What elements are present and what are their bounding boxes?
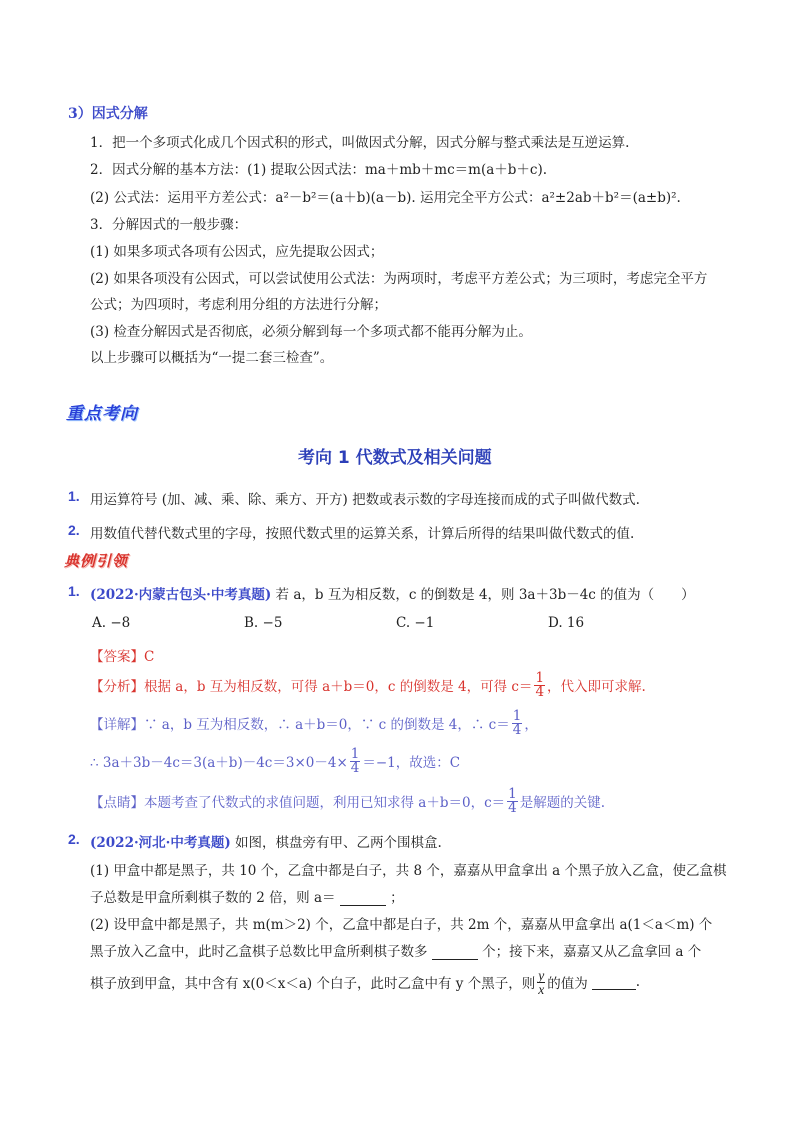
fraction-one-quarter (534, 669, 545, 700)
option-a: A. −8 (92, 615, 131, 631)
question-2-part2-line2 (90, 940, 701, 960)
definition-number: 2. (68, 522, 80, 538)
part2-value-label: 的值为 (547, 976, 588, 992)
answer-blank[interactable] (592, 975, 636, 990)
comment-text-end: 是解题的关键. (519, 795, 606, 811)
part1-text: 子总数是甲盒所剩棋子数的 2 倍，则 a＝ (90, 890, 336, 906)
answer-blank[interactable] (340, 891, 386, 906)
fraction-numerator: 1 (508, 785, 517, 802)
detail-text-end: ， (524, 717, 538, 733)
fraction-one-quarter (512, 707, 523, 738)
section3-line1: 1．把一个多项式化成几个因式积的形式，叫做因式分解，因式分解与整式乘法是互逆运算. (90, 135, 630, 151)
fraction-numerator: 1 (535, 669, 545, 686)
section3-line9: 以上步骤可以概括为“一提二套三检查”。 (90, 350, 334, 366)
section3-line3: (2) 公式法：运用平方差公式：a²－b²＝(a＋b)(a－b). 运用完全平方公式：a²±2ab＋b²＝(a±b)². (90, 190, 681, 206)
fraction-denominator: 4 (512, 721, 522, 738)
section3-line8: (3) 检查分解因式是否彻底，必须分解到每一个多项式都不能再分解为止。 (90, 324, 532, 340)
section3-line7: 公式；为四项时，考虑利用分组的方法进行分解； (90, 297, 387, 313)
calculation-line (90, 744, 460, 778)
fraction-denominator: 4 (508, 799, 517, 816)
section3-heading: 3）因式分解 (68, 106, 148, 122)
question-2-part1-line1: (1) 甲盒中都是黑子，共 10 个，乙盒中都是白子，共 8 个，嘉嘉从甲盒拿出 a 个黑子放入乙盒，使乙盒棋 (90, 863, 727, 879)
definition-number: 1. (68, 488, 80, 504)
answer-blank[interactable] (432, 945, 478, 960)
definition-text: 用运算符号 (加、减、乘、除、乘方、开方) 把数或表示数的字母连接而成的式子叫做代数式. (90, 492, 640, 508)
question-2-part2-line3 (90, 964, 640, 1000)
fraction-denominator: 4 (535, 683, 545, 700)
answer-line: 【答案】C (90, 649, 155, 665)
question-2-part2-line1: (2) 设甲盒中都是黑子，共 m(m＞2) 个，乙盒中都是白子，共 2m 个，嘉嘉从甲盒拿出 a(1＜a＜m) 个 (90, 917, 713, 933)
analysis-line (90, 668, 646, 702)
question-2-stem (90, 831, 442, 851)
question-number: 1. (68, 583, 80, 599)
calculation-text-end: ＝−1，故选：C (362, 755, 461, 771)
fraction-denominator: 4 (350, 759, 360, 776)
part2-text: 黑子放入乙盒中，此时乙盒棋子总数比甲盒所剩棋子数多 (90, 944, 428, 960)
option-c: C. −1 (396, 615, 435, 631)
definition-text: 用数值代替代数式里的字母，按照代数式里的运算关系，计算后所得的结果叫做代数式的值. (90, 526, 635, 542)
option-d: D. 16 (548, 615, 585, 631)
question-number: 2. (68, 831, 80, 847)
question-source: (2022·河北·中考真题) (90, 835, 231, 851)
section3-line2: 2．因式分解的基本方法：(1) 提取公因式法：ma＋mb＋mc＝m(a＋b＋c). (90, 162, 548, 178)
detail-text: 【详解】∵ a，b 互为相反数，∴ a＋b＝0，∵ c 的倒数是 4，∴ c＝ (90, 717, 510, 733)
option-b: B. −5 (244, 615, 283, 631)
part1-end: ； (390, 890, 404, 906)
section3-line5: (1) 如果多项式各项有公因式，应先提取公因式； (90, 244, 384, 260)
fraction-y-over-x (537, 969, 545, 996)
question-source: (2022·内蒙古包头·中考真题) (90, 587, 272, 603)
analysis-text-end: ，代入即可求解. (547, 679, 646, 695)
section3-line4: 3．分解因式的一般步骤： (90, 217, 248, 233)
calculation-text: ∴ 3a＋3b－4c＝3(a＋b)－4c＝3×0－4× (90, 755, 348, 771)
fraction-one-quarter (507, 785, 518, 816)
question-2-part1-line2 (90, 886, 404, 906)
fraction-numerator: 1 (512, 707, 522, 724)
part2-text-cont: 个；接下来，嘉嘉又从乙盒拿回 a 个 (482, 944, 702, 960)
part2-period: . (635, 974, 640, 990)
comment-line (90, 784, 605, 818)
section-title: 考向 1 代数式及相关问题 (298, 448, 492, 468)
part2-text-last: 棋子放到甲盒，其中含有 x(0＜x＜a) 个白子，此时乙盒中有 y 个黑子，则 (90, 976, 536, 992)
detail-line (90, 706, 538, 740)
question-stem: 如图，棋盘旁有甲、乙两个围棋盒. (235, 835, 442, 851)
section3-line6: (2) 如果各项没有公因式，可以尝试使用公式法：为两项时，考虑平方差公式；为三项时，考虑完全平方 (90, 271, 708, 287)
question-1-stem (90, 583, 695, 603)
fraction-denominator: x (538, 981, 545, 997)
key-direction-tag: 重点考向 (66, 404, 138, 424)
question-stem: 若 a，b 互为相反数，c 的倒数是 4，则 3a＋3b－4c 的值为（ ） (275, 587, 695, 603)
comment-text: 【点睛】本题考查了代数式的求值问题，利用已知求得 a＋b＝0，c＝ (90, 795, 506, 811)
fraction-one-quarter (350, 745, 361, 776)
fraction-numerator: y (538, 967, 545, 983)
example-tag: 典例引领 (64, 552, 129, 570)
analysis-text: 【分析】根据 a，b 互为相反数，可得 a＋b＝0，c 的倒数是 4，可得 c＝ (90, 679, 533, 695)
fraction-numerator: 1 (350, 745, 360, 762)
